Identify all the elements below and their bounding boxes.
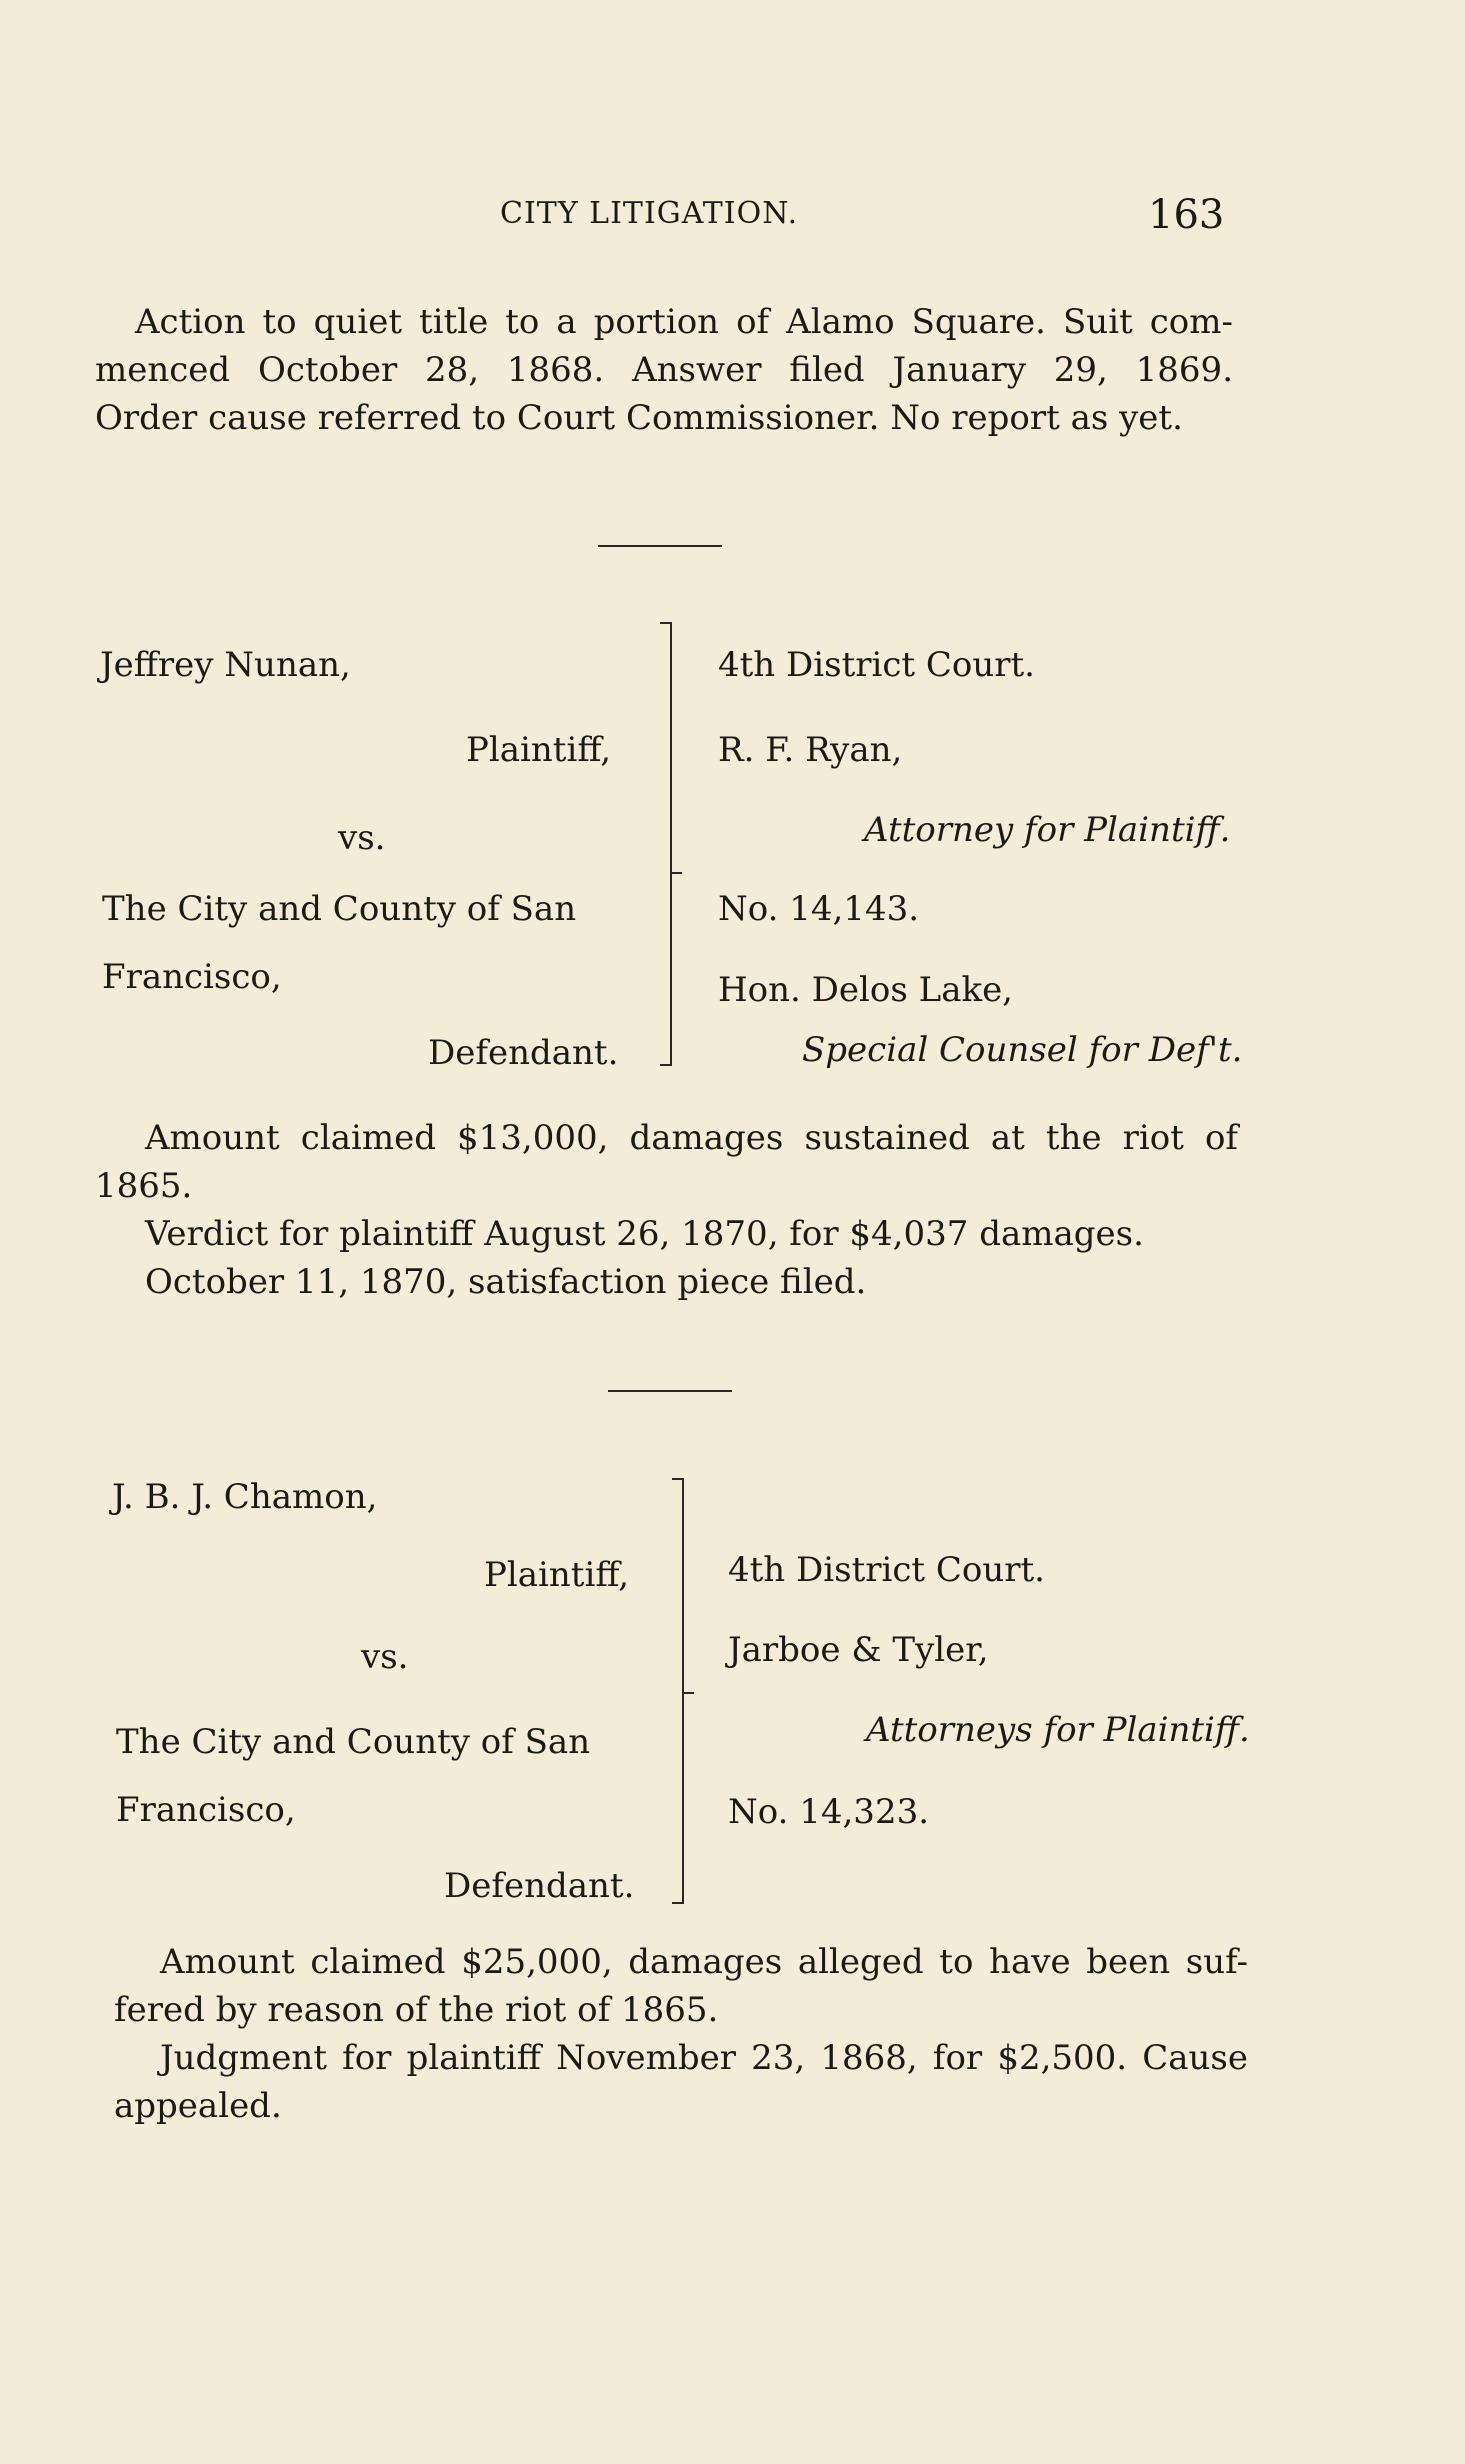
intro-line: menced October 28, 1868. Answer filed January 29, 1869. bbox=[95, 350, 1233, 390]
bracket-tip bbox=[672, 872, 682, 874]
attorney-role: Attorney for Plaintiff. bbox=[864, 810, 1231, 850]
note-line: fered by reason of the riot of 1865. bbox=[114, 1990, 719, 2030]
defendant-name-line1: The City and County of San bbox=[116, 1722, 591, 1762]
intro-paragraph bbox=[95, 298, 1233, 442]
plaintiff-name: Jeffrey Nunan, bbox=[100, 645, 351, 685]
running-title: CITY LITIGATION. bbox=[500, 196, 799, 231]
section-divider bbox=[598, 545, 722, 547]
note-line: Verdict for plaintiff August 26, 1870, for $4,037 damages. bbox=[145, 1214, 1144, 1254]
court-name: 4th District Court. bbox=[718, 645, 1035, 685]
intro-line: Action to quiet title to a portion of Alamo Square. Suit com- bbox=[135, 302, 1233, 342]
defendant-role: Defendant. bbox=[428, 1033, 619, 1073]
attorney-name: Jarboe & Tyler, bbox=[728, 1630, 989, 1670]
attorney-name: R. F. Ryan, bbox=[718, 730, 903, 770]
intro-line: Order cause referred to Court Commissioner. No report as yet. bbox=[95, 398, 1183, 438]
note-line: Amount claimed $13,000, damages sustained at the riot of bbox=[145, 1118, 1238, 1158]
defendant-role: Defendant. bbox=[444, 1866, 635, 1906]
plaintiff-name: J. B. J. Chamon, bbox=[112, 1477, 378, 1517]
case-number: No. 14,323. bbox=[728, 1792, 930, 1832]
note-line: Amount claimed $25,000, damages alleged to have been suf- bbox=[160, 1942, 1248, 1982]
plaintiff-role: Plaintiff, bbox=[484, 1555, 630, 1595]
case-number: No. 14,143. bbox=[718, 889, 920, 929]
plaintiff-role: Plaintiff, bbox=[466, 730, 612, 770]
attorney-role: Attorneys for Plaintiff. bbox=[866, 1710, 1250, 1750]
case-notes bbox=[95, 1114, 1238, 1306]
court-name: 4th District Court. bbox=[728, 1550, 1045, 1590]
page-number: 163 bbox=[1148, 192, 1225, 238]
note-line: 1865. bbox=[95, 1166, 193, 1206]
page-header bbox=[0, 192, 1465, 242]
counsel-role: Special Counsel for Def't. bbox=[802, 1030, 1243, 1070]
versus: vs. bbox=[338, 818, 386, 858]
bracket-tip bbox=[684, 1692, 694, 1694]
note-line: appealed. bbox=[114, 2086, 282, 2126]
counsel-name: Hon. Delos Lake, bbox=[718, 970, 1013, 1010]
section-divider bbox=[608, 1390, 732, 1392]
case-bracket bbox=[672, 1478, 684, 1904]
versus: vs. bbox=[361, 1637, 409, 1677]
defendant-name-line1: The City and County of San bbox=[102, 889, 577, 929]
defendant-name-line2: Francisco, bbox=[116, 1790, 296, 1830]
note-line: Judgment for plaintiff November 23, 1868, for $2,500. Cause bbox=[160, 2038, 1248, 2078]
defendant-name-line2: Francisco, bbox=[102, 957, 282, 997]
case-bracket bbox=[660, 622, 672, 1066]
case-notes bbox=[114, 1938, 1248, 2130]
note-line: October 11, 1870, satisfaction piece filed. bbox=[145, 1262, 867, 1302]
